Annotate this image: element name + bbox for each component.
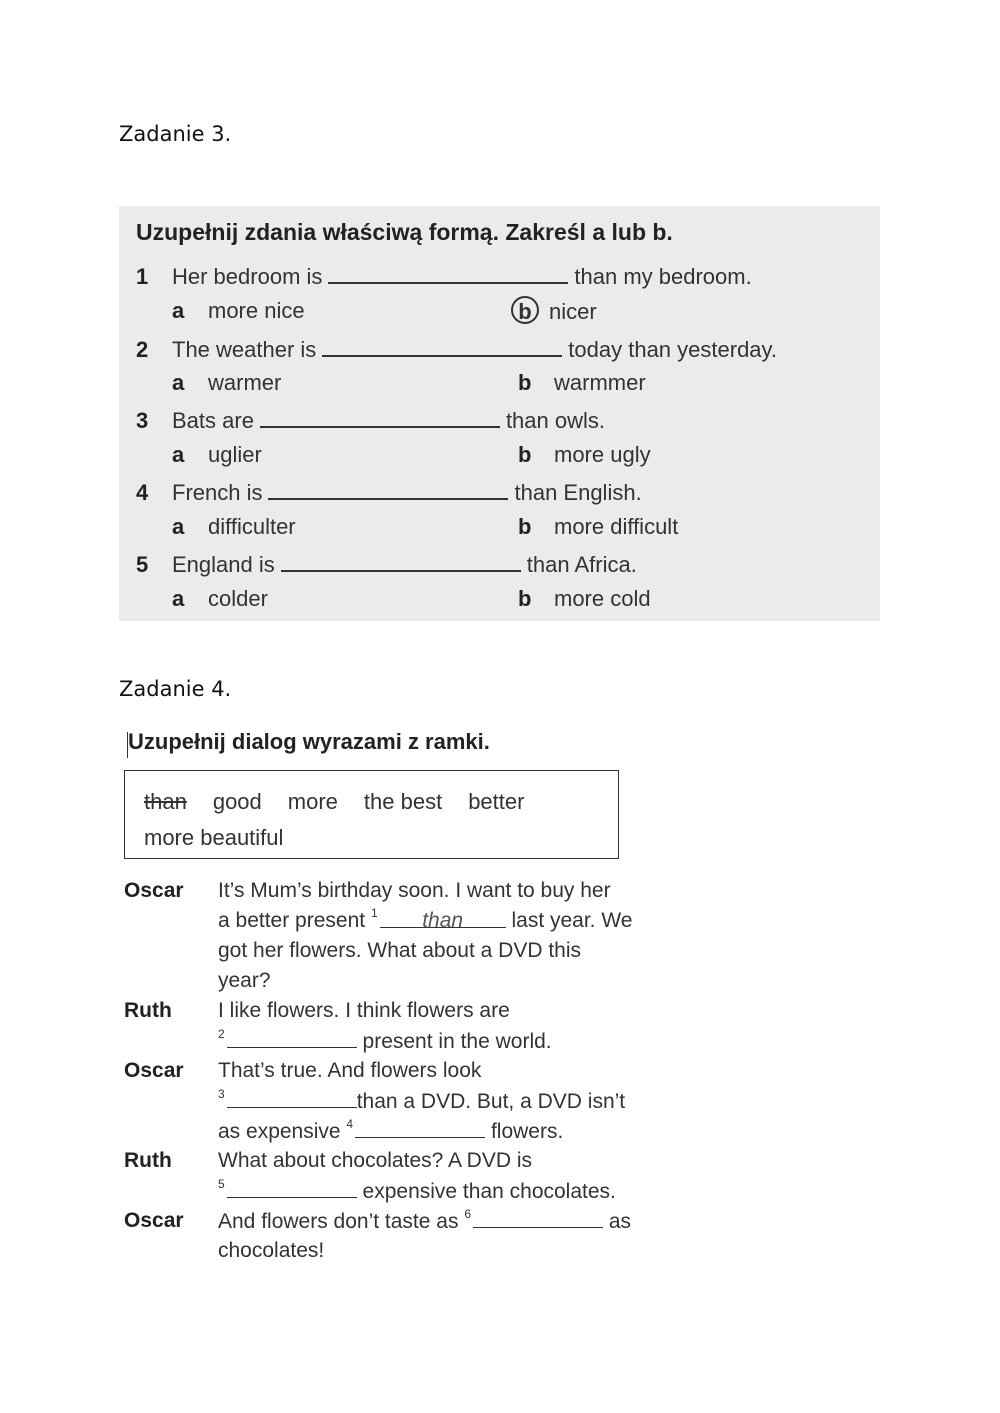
option-5a[interactable] xyxy=(172,586,268,612)
dialog-line: chocolates! xyxy=(218,1239,325,1262)
option-letter: b xyxy=(518,442,532,467)
word-box xyxy=(124,770,619,859)
gap-number: 2 xyxy=(218,1027,225,1041)
dialog-line xyxy=(218,1209,631,1234)
task3-instruction: Uzupełnij zdania właściwą formą. Zakreśl a lub b. xyxy=(136,219,673,245)
word-item: better xyxy=(468,789,525,814)
question-5 xyxy=(136,550,637,578)
gap-number: 6 xyxy=(464,1207,471,1221)
dialog-text: a better present xyxy=(218,909,366,932)
option-letter: a xyxy=(172,370,185,395)
gap-number: 3 xyxy=(218,1087,225,1101)
speaker-ruth: Ruth xyxy=(124,1149,172,1172)
circled-option-letter: b xyxy=(511,296,539,324)
gap-number: 5 xyxy=(218,1177,225,1191)
dialog-line: year? xyxy=(218,969,271,992)
dialog-line xyxy=(218,1119,563,1144)
option-2b[interactable] xyxy=(518,370,646,396)
question-number: 1 xyxy=(136,264,149,289)
speaker-oscar: Oscar xyxy=(124,1209,184,1232)
dialog-text: And flowers don’t taste as xyxy=(218,1210,459,1233)
option-letter: a xyxy=(172,442,185,467)
answer-blank[interactable] xyxy=(260,406,500,428)
dialog-line: What about chocolates? A DVD is xyxy=(218,1149,533,1172)
option-text: warmer xyxy=(208,370,282,395)
option-text: uglier xyxy=(208,442,262,467)
dialog-line xyxy=(218,1179,616,1204)
question-1 xyxy=(136,262,752,290)
dialog-text: as expensive xyxy=(218,1120,341,1143)
question-4 xyxy=(136,478,642,506)
question-text-after: than owls. xyxy=(505,408,605,433)
gap-number: 4 xyxy=(346,1117,354,1131)
word-item: more xyxy=(287,789,338,814)
dialog-line xyxy=(218,1029,552,1054)
question-text-after: than Africa. xyxy=(526,552,637,577)
option-text: difficulter xyxy=(208,514,296,539)
task4-heading: Zadanie 4. xyxy=(119,677,232,701)
option-letter: a xyxy=(172,298,185,323)
option-letter: a xyxy=(172,514,185,539)
question-text-after: than English. xyxy=(514,480,642,505)
option-text: more difficult xyxy=(554,514,679,539)
question-3 xyxy=(136,406,605,434)
option-letter: b xyxy=(518,370,532,395)
option-text: nicer xyxy=(549,299,597,324)
option-letter: a xyxy=(172,586,185,611)
dialog-line: got her flowers. What about a DVD this xyxy=(218,939,581,962)
word-row-2 xyxy=(144,825,309,851)
option-5b[interactable] xyxy=(518,586,651,612)
dialog-line xyxy=(218,1089,625,1114)
answer-blank[interactable] xyxy=(322,335,562,357)
dialog-line xyxy=(218,906,633,933)
word-item: the best xyxy=(363,789,443,814)
option-text: warmmer xyxy=(554,370,646,395)
option-text: colder xyxy=(208,586,268,611)
question-number: 5 xyxy=(136,552,149,577)
option-1a[interactable] xyxy=(172,298,305,324)
question-text-before: The weather is xyxy=(172,337,317,362)
question-text-before: Bats are xyxy=(172,408,254,433)
option-1b[interactable] xyxy=(511,296,597,325)
option-4b[interactable] xyxy=(518,514,678,540)
question-text-after: today than yesterday. xyxy=(568,337,778,362)
answer-gap-4[interactable] xyxy=(355,1119,485,1138)
word-item: than xyxy=(144,789,187,814)
option-text: more cold xyxy=(554,586,651,611)
answer-blank[interactable] xyxy=(268,478,508,500)
word-item: more beautiful xyxy=(144,825,284,850)
dialog-text: as xyxy=(608,1210,632,1233)
speaker-oscar: Oscar xyxy=(124,1059,184,1082)
option-4a[interactable] xyxy=(172,514,296,540)
dialog-line: It’s Mum’s birthday soon. I want to buy her xyxy=(218,879,611,902)
answer-blank[interactable] xyxy=(328,262,568,284)
question-number: 4 xyxy=(136,480,149,505)
option-text: more nice xyxy=(208,298,305,323)
task3-panel xyxy=(119,206,880,621)
answer-gap-3[interactable] xyxy=(227,1089,357,1108)
question-number: 2 xyxy=(136,337,149,362)
question-text-before: England is xyxy=(172,552,275,577)
dialog-text: flowers. xyxy=(490,1120,564,1143)
answer-gap-6[interactable] xyxy=(473,1209,603,1228)
question-number: 3 xyxy=(136,408,149,433)
question-text-before: French is xyxy=(172,480,263,505)
option-3b[interactable] xyxy=(518,442,651,468)
answer-blank[interactable] xyxy=(281,550,521,572)
option-letter: b xyxy=(518,586,532,611)
option-text: more ugly xyxy=(554,442,651,467)
dialog-text: last year. We xyxy=(511,909,633,932)
dialog-text: than a DVD. But, a DVD isn’t xyxy=(356,1090,626,1113)
option-letter: b xyxy=(518,514,532,539)
option-2a[interactable] xyxy=(172,370,281,396)
speaker-ruth: Ruth xyxy=(124,999,172,1022)
word-row-1 xyxy=(144,789,550,815)
question-text-after: than my bedroom. xyxy=(574,264,752,289)
answer-gap-5[interactable] xyxy=(227,1179,357,1198)
task3-heading: Zadanie 3. xyxy=(119,122,232,146)
gap-number: 1 xyxy=(370,906,378,920)
answer-gap-1[interactable] xyxy=(380,909,506,932)
dialog-line: That’s true. And flowers look xyxy=(218,1059,482,1082)
question-2 xyxy=(136,335,777,363)
option-3a[interactable] xyxy=(172,442,262,468)
word-item: good xyxy=(212,789,262,814)
task4-instruction: Uzupełnij dialog wyrazami z ramki. xyxy=(128,729,490,754)
example-answer: than xyxy=(422,909,464,932)
speaker-oscar: Oscar xyxy=(124,879,184,902)
answer-gap-2[interactable] xyxy=(227,1029,357,1048)
dialog-text: present in the world. xyxy=(362,1030,552,1053)
dialog-line: I like flowers. I think flowers are xyxy=(218,999,510,1022)
dialog-text: expensive than chocolates. xyxy=(362,1180,616,1203)
question-text-before: Her bedroom is xyxy=(172,264,323,289)
